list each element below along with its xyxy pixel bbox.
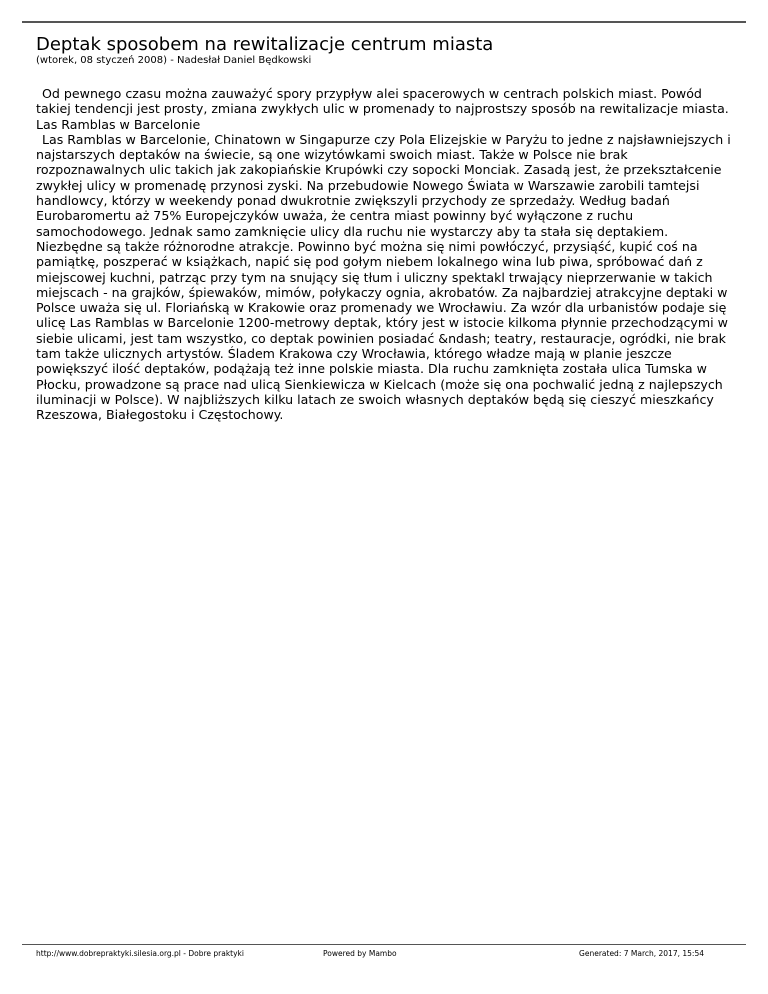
footer-rule [22, 944, 746, 945]
article-meta: (wtorek, 08 styczeń 2008) - Nadesłał Daniel Będkowski [36, 55, 312, 66]
footer-powered-by: Powered by Mambo [323, 949, 397, 958]
article-title: Deptak sposobem na rewitalizacje centrum miasta [36, 34, 494, 55]
article-paragraph: Las Ramblas w Barcelonie, Chinatown w Singapurze czy Pola Elizejskie w Paryżu to jedne z najsławniejszych i najstarszych deptaków na świecie, są one wizytówkami swoich miast. Także w Polsce nie brak rozpoznawalnych ulic takich jak zakopiańskie Krupówki czy sopocki Monciak. Zasadą jest, że przekształcenie zwykłej ulicy w promenadę przynosi zyski. Na przebudowie Nowego Świata w Warszawie zarobili tamtejsi handlowcy, którzy w weekendy ponad dwukrotnie zwiększyli przychody ze sprzedaży. Według badań Eurobaromertu aż 75% Europejczyków uważa, że centra miast powinny być wyłączone z ruchu samochodowego. Jednak samo zamknięcie ulicy dla ruchu nie wystarczy aby ta stała się deptakiem. Niezbędne są także różnorodne atrakcje. Powinno być można się nimi powłóczyć, przysiąść, kupić coś na pamiątkę, poszperać w książkach, napić się pod gołym niebem lokalnego wina lub piwa, spróbować dań z miejscowej kuchni, patrząc przy tym na snujący się tłum i uliczny spektakl trwający nieprzerwanie w takich miejscach - na grajków, śpiewaków, mimów, połykaczy ognia, akrobatów. Za najbardziej atrakcyjne deptaki w Polsce uważa się ul. Floriańską w Krakowie oraz promenady we Wrocławiu. Za wzór dla urbanistów podaje się ulicę Las Ramblas w Barcelonie 1200-metrowy deptak, który jest w istocie kilkoma płynnie przechodzącymi w siebie ulicami, jest tam wszystko, co deptak powinien posiadać &ndash; teatry, restauracje, ogródki, nie brak tam także ulicznych artystów. Śladem Krakowa czy Wrocławia, którego władze mają w planie jeszcze powiększyć ilość deptaków, podążają też inne polskie miasta. Dla ruchu zamknięta została ulica Tumska w Płocku, prowadzone są prace nad ulicą Sienkiewicza w Kielcach (może się ona pochwalić jedną z najlepszych iluminacji w Polsce). W najbliższych kilku latach ze swoich własnych deptaków będą się cieszyć mieszkańcy Rzeszowa, Białegostoku i Częstochowy. [36, 131, 731, 423]
footer-generated: Generated: 7 March, 2017, 15:54 [579, 949, 704, 958]
article-paragraph: Od pewnego czasu można zauważyć spory przypływ alei spacerowych w centrach polskich miast. Powód takiej tendencji jest prosty, zmiana zwykłych ulic w promenady to najprostszy sposób na rewitalizacje miasta. Las Ramblas w Barcelonie [36, 86, 729, 132]
article-body [36, 86, 736, 423]
top-rule [22, 21, 746, 23]
footer-site-link[interactable]: http://www.dobrepraktyki.silesia.org.pl - Dobre praktyki [36, 949, 244, 958]
